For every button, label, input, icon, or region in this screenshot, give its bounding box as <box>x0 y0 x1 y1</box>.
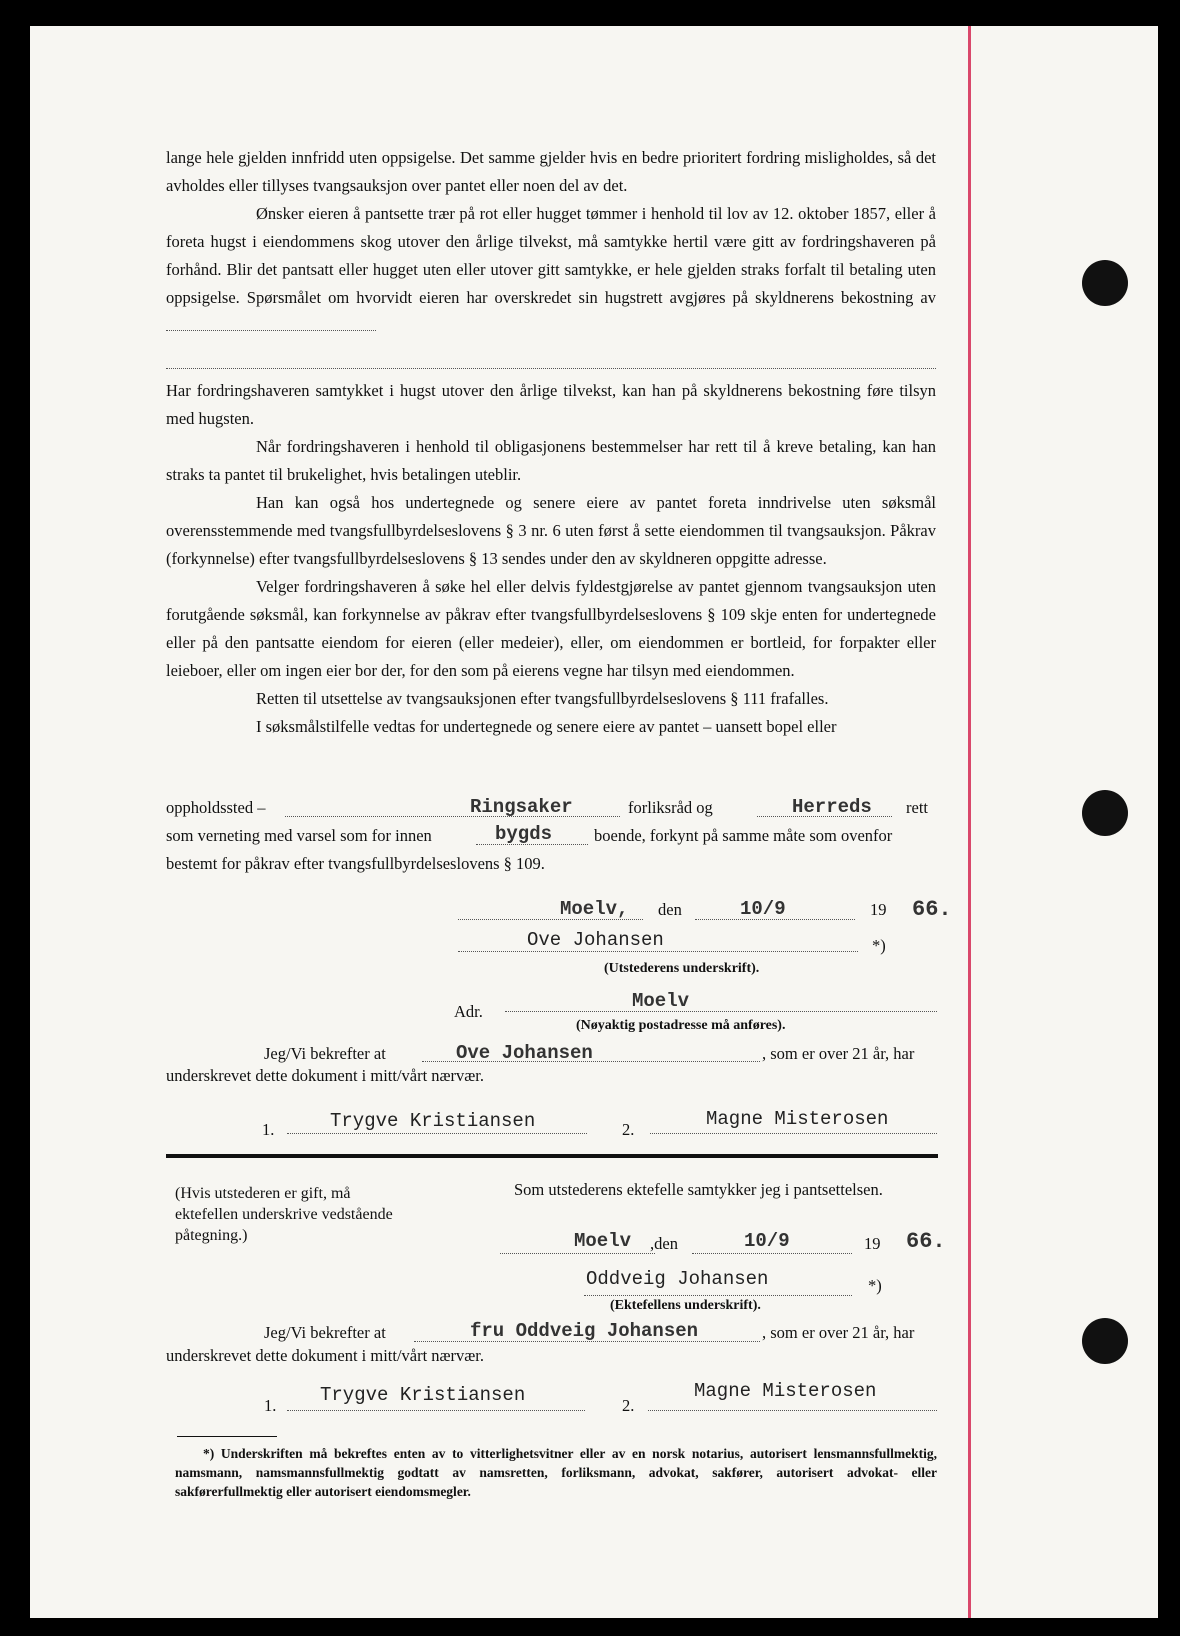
issuer-place: Moelv, <box>560 898 629 920</box>
punch-hole-top <box>1082 260 1128 306</box>
spouse-confirm-suffix: , som er over 21 år, har <box>762 1323 915 1342</box>
spouse-date-field <box>692 1252 852 1254</box>
paragraph-3: Har fordringshaveren samtykket i hugst utover den årlige tilvekst, kan han på skyldnerens bekostning føre tilsyn med hugsten. <box>166 381 936 428</box>
footnote-rule <box>177 1436 277 1437</box>
paragraph-2: Ønsker eieren å pantsette trær på rot eller hugget tømmer i henhold til lov av 12. oktober 1857, eller å foreta hugst i eiendommens skog utover den årlige tilvekst, må samtykke hertil være gitt av fordringshaveren på forhånd. Blir det pantsatt eller hugget uten eller utover gitt samtykke, er hele gjelden straks forfalt til betaling uten oppsigelse. Spørsmålet om hvorvidt eieren har overskredet sin hugstrett avgjøres på skyldnerens bekostning av <box>166 200 936 340</box>
issuer-date: 10/9 <box>740 898 786 920</box>
spouse-witness2-number: 2. <box>622 1396 635 1415</box>
issuer-witness2: Magne Misterosen <box>706 1108 889 1130</box>
spouse-year-prefix: 19 <box>864 1234 881 1253</box>
issuer-year: 66. <box>912 897 952 922</box>
venue-prefix: oppholdssted – <box>166 798 266 817</box>
spouse-note: (Hvis utstederen er gift, må ektefellen underskrive vedstående påtegning.) <box>175 1185 393 1244</box>
adr-label: Adr. <box>454 1002 483 1021</box>
issuer-confirm-suffix: , som er over 21 år, har <box>762 1044 915 1063</box>
red-margin-line <box>968 26 971 1618</box>
issuer-witness2-number: 2. <box>622 1120 635 1139</box>
paragraph-8: I søksmålstilfelle vedtas for undertegnede og senere eiere av pantet – uansett bopel eller <box>256 717 837 736</box>
spouse-confirm-prefix: Jeg/Vi bekrefter at <box>264 1323 386 1342</box>
blank-line <box>166 340 936 369</box>
paragraph-1: lange hele gjelden innfridd uten oppsigelse. Det samme gjelder hvis en bedre prioritert fordring misligholdes, så det avholdes eller tillyses tvangsauksjon over pantet eller noen del av det. <box>166 148 936 195</box>
issuer-signature: Ove Johansen <box>527 929 664 951</box>
issuer-witness1-field <box>287 1132 587 1134</box>
spouse-witness1-number: 1. <box>264 1396 277 1415</box>
spouse-confirm-name: fru Oddveig Johansen <box>470 1320 699 1342</box>
paragraph-6: Velger fordringshaveren å søke hel eller delvis fyldestgjørelse av pantet gjennom tvangsauksjon uten forutgående søksmål, kan forkynnelse av påkrav efter tvangsfullbyrdelseslovens § 109 skje enten for undertegnede eller på den pantsatte eiendom for eieren (eller medeier), eller, om eiendommen er bortleid, for forpakter eller leieboer, eller om ingen eier bor der, for den som på eierens vegne har tilsyn med eiendommen. <box>166 577 936 680</box>
issuer-witness2-field <box>650 1132 937 1134</box>
spouse-witness2: Magne Misterosen <box>694 1380 877 1402</box>
spouse-witness1-field <box>287 1409 585 1411</box>
spouse-signature-field <box>584 1294 852 1296</box>
spouse-date: 10/9 <box>744 1230 790 1252</box>
punch-hole-middle <box>1082 790 1128 836</box>
address-field <box>505 1010 937 1012</box>
rett-label: rett <box>906 798 928 817</box>
issuer-confirm-name: Ove Johansen <box>456 1042 593 1064</box>
body-text <box>166 144 936 741</box>
paragraph-7: Retten til utsettelse av tvangsauksjonen efter tvangsfullbyrdelseslovens § 111 frafalles. <box>256 689 829 708</box>
spouse-signature: Oddveig Johansen <box>586 1268 769 1290</box>
innen-value: bygds <box>495 823 553 845</box>
address-caption: (Nøyaktig postadresse må anføres). <box>576 1018 786 1033</box>
address-value: Moelv <box>632 990 690 1012</box>
punch-hole-bottom <box>1082 1318 1128 1364</box>
paragraph-5: Han kan også hos undertegnede og senere eiere av pantet foreta inndrivelse uten søksmål overensstemmende med tvangsfullbyrdelseslovens § 3 nr. 6 uten først å sette eiendommen til tvangsauksjon. Påkrav (forkynnelse) efter tvangsfullbyrdelseslovens § 13 sendes under den av skyldneren oppgitte adresse. <box>166 493 936 568</box>
venue-line2-suffix: boende, forkynt på samme måte som ovenfor <box>594 826 893 845</box>
spouse-place: Moelv <box>574 1230 632 1252</box>
issuer-star: *) <box>872 936 886 955</box>
section-divider <box>166 1154 938 1158</box>
issuer-witness1-number: 1. <box>262 1120 275 1139</box>
spouse-den-label: ,den <box>650 1234 678 1253</box>
spouse-star: *) <box>868 1276 882 1295</box>
issuer-confirm-prefix: Jeg/Vi bekrefter at <box>264 1044 386 1063</box>
footnote: *) Underskriften må bekreftes enten av to vitterlighetsvitner eller av en norsk notarius, autorisert lensmannsfullmektig, namsmann, namsmannsfullmektig godtatt av namsretten, forliksmann, advokat, sakfører, autorisert advokat- eller sakførerfullmektig eller autorisert eiendomsmegler. <box>175 1446 937 1499</box>
spouse-signature-caption: (Ektefellens underskrift). <box>610 1298 761 1313</box>
venue-line2-prefix: som verneting med varsel som for innen <box>166 826 432 845</box>
spouse-confirm-line2: underskrevet dette dokument i mitt/vårt nærvær. <box>166 1346 485 1365</box>
spouse-consent: Som utstederens ektefelle samtykker jeg i pantsettelsen. <box>514 1180 883 1199</box>
forliksrad-value: Ringsaker <box>470 796 573 818</box>
spouse-year: 66. <box>906 1229 946 1254</box>
issuer-year-prefix: 19 <box>870 900 887 919</box>
spouse-place-field <box>500 1252 655 1254</box>
issuer-confirm-line2: underskrevet dette dokument i mitt/vårt nærvær. <box>166 1066 485 1085</box>
paragraph-4: Når fordringshaveren i henhold til obligasjonens bestemmelser har rett til å kreve betaling, kan han straks ta pantet til brukelighet, hvis betalingen uteblir. <box>166 437 936 484</box>
spouse-witness2-field <box>648 1409 937 1411</box>
forliksrad-label: forliksråd og <box>628 798 713 817</box>
issuer-witness1: Trygve Kristiansen <box>330 1110 536 1132</box>
issuer-den-label: den <box>658 900 682 919</box>
rett-value: Herreds <box>792 796 872 818</box>
venue-line3: bestemt for påkrav efter tvangsfullbyrdelseslovens § 109. <box>166 854 545 873</box>
spouse-witness1: Trygve Kristiansen <box>320 1384 526 1406</box>
issuer-signature-caption: (Utstederens underskrift). <box>604 961 760 976</box>
